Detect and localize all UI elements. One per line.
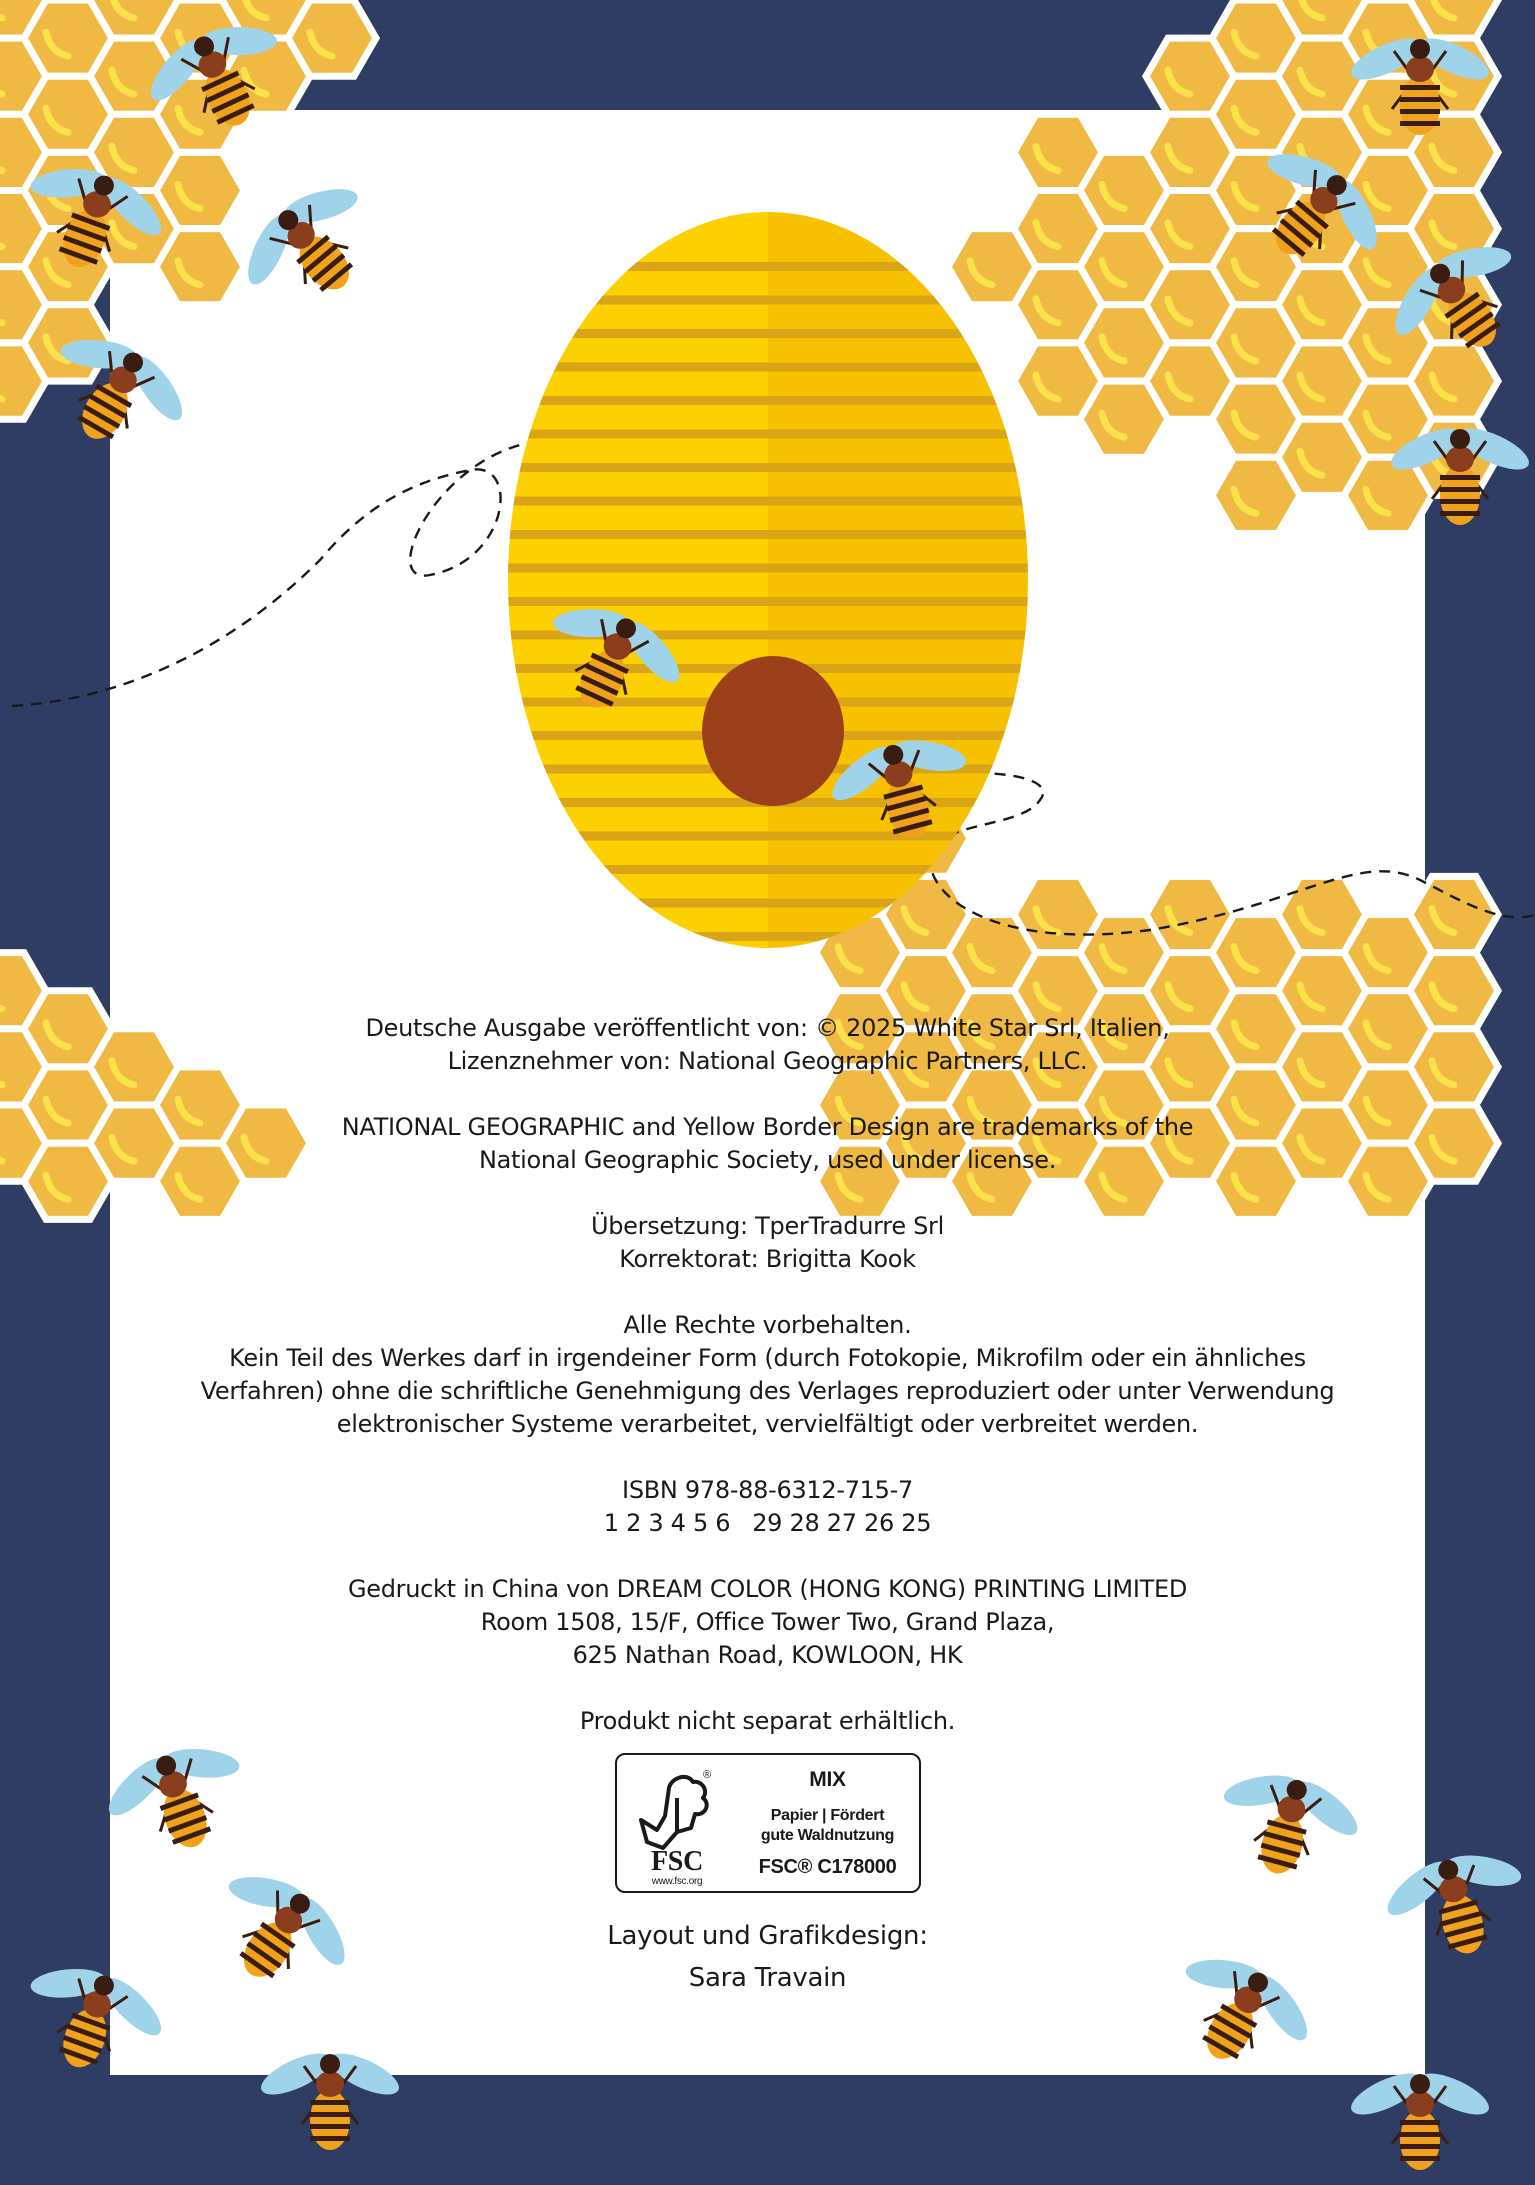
imprint-text-block	[150, 1012, 1385, 1999]
honeycomb-cell	[156, 229, 244, 305]
hive-stripe	[500, 396, 1040, 405]
design-credits	[150, 1915, 1385, 1999]
hive-stripe	[500, 329, 1040, 338]
fsc-logo	[617, 1758, 737, 1888]
honeycomb-cell	[1410, 343, 1498, 419]
honeycomb-cell	[156, 152, 244, 228]
fsc-tree-icon	[617, 1758, 737, 1888]
translation-credits: Übersetzung: TperTradurre Srl Korrektorat: Brigitta Kook	[590, 1212, 944, 1273]
hive-left-half	[500, 200, 768, 960]
honeycomb-cell	[1410, 1029, 1498, 1105]
trademark-notice: NATIONAL GEOGRAPHIC and Yellow Border Design are trademarks of the National Geographic Society, used under license.	[341, 1113, 1194, 1174]
bee-icon	[1372, 1833, 1535, 1973]
availability-notice: Produkt nicht separat erhältlich.	[579, 1707, 956, 1735]
bee-icon	[256, 2045, 405, 2150]
printer-notice: Gedruckt in China von DREAM COLOR (HONG KONG) PRINTING LIMITED Room 1508, 15/F, Office Tower Two, Grand Plaza, 625 Nathan Road, KOWLOON, HK	[347, 1575, 1188, 1669]
hive-stripe	[500, 497, 1040, 506]
design-credits-name: Sara Travain	[688, 1963, 847, 1993]
hive-stripe	[500, 463, 1040, 472]
fsc-license-code: FSC® C178000	[758, 1855, 897, 1878]
bee-icon	[1346, 2065, 1495, 2170]
hive-stripe	[500, 296, 1040, 305]
fsc-claim-line-1: Papier | Fördert	[770, 1806, 885, 1824]
svg-text:®: ®	[702, 1769, 711, 1781]
hive-right-half	[768, 200, 1036, 960]
honeycomb-cell	[1410, 876, 1498, 952]
fsc-claim-block	[737, 1768, 919, 1877]
bee-icon	[219, 158, 400, 334]
publisher-notice: Deutsche Ausgabe veröffentlicht von: © 2025 White Star Srl, Italien, Lizenznehmer von: National Geographic Partners, LLC.	[365, 1014, 1170, 1075]
rights-notice: Alle Rechte vorbehalten. Kein Teil des Werkes darf in irgendeiner Form (durch Fotokopie, Mikrofilm oder ein ähnliches Verfahren) ohne die schriftliche Genehmigung des Verlages reproduziert oder unter Verwendung elektronischer Systeme verarbeitet, vervielfältigt oder verbreitet werden.	[200, 1311, 1335, 1438]
hive-stripe	[500, 865, 1040, 874]
fsc-url: www.fsc.org	[651, 1876, 702, 1887]
fsc-logo-text: FSC	[650, 1846, 703, 1877]
hive-stripe	[500, 530, 1040, 539]
fsc-claim-line-2: gute Waldnutzung	[760, 1826, 895, 1844]
honeycomb-cell	[1410, 953, 1498, 1029]
fsc-label	[615, 1753, 921, 1893]
design-credits-label: Layout und Grafikdesign:	[607, 1921, 928, 1951]
hive-stripe	[500, 430, 1040, 439]
fsc-mix: MIX	[809, 1768, 846, 1792]
hive-stripe	[500, 363, 1040, 372]
hive-stripe	[500, 597, 1040, 606]
isbn-block: ISBN 978-88-6312-715-7 1 2 3 4 5 6 29 28 27 26 25	[603, 1476, 932, 1537]
honeycomb-cell	[288, 0, 376, 76]
honeycomb-cell	[1410, 1105, 1498, 1181]
hive-entrance	[702, 656, 844, 806]
hive-stripe	[500, 564, 1040, 573]
